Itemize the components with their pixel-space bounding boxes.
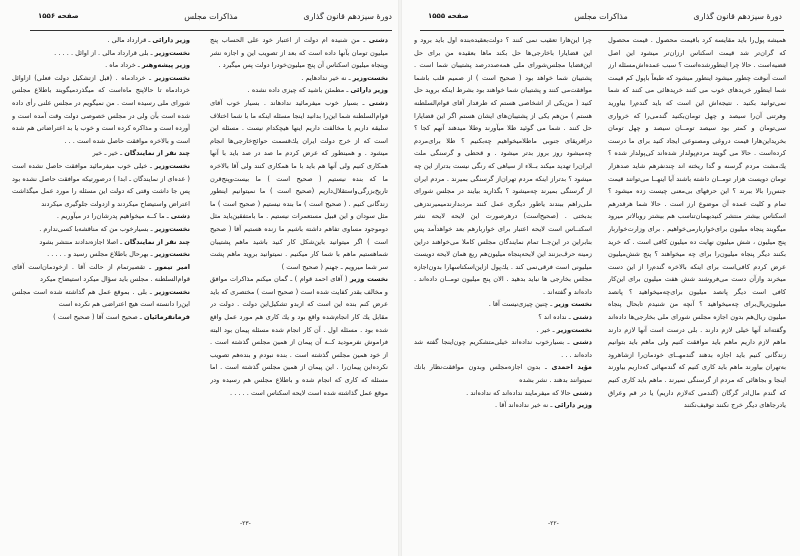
paragraph xyxy=(210,84,388,97)
speaker-name: وزیر دارائی xyxy=(152,36,190,44)
text-column-left xyxy=(12,34,190,496)
paragraph xyxy=(12,72,190,148)
speech-text: ـ ما کــه میخواهیم پدرشان‌را در میآوریم . xyxy=(56,212,171,221)
series-title: دورهٔ سیزدهم قانون گذاری xyxy=(693,12,782,21)
page-footer-number: -۲۳- xyxy=(240,520,251,527)
speech-text: ـ نه خیر ندادهایم . xyxy=(301,73,353,82)
page-header xyxy=(420,12,782,26)
paragraph xyxy=(210,34,388,72)
speech-text: ـ خیلی خوب میفرمائید موافقت حاصل نشده است ( عده‌ای از نمایندگان ـ ابدا ) درصورتیکه موافقت حاصل نشده بود پس جا داشت وقتی که دولت این مسئله را مورد عمل میگذاشت اعتراض واستیضاح میکردند و ازدولت جلوگیری میکردند xyxy=(12,161,190,208)
speaker-name: وزیر دارائی xyxy=(554,401,592,410)
paragraph xyxy=(12,160,190,210)
speaker-name: نخست وزیر xyxy=(349,275,388,284)
page-number: صفحه ۱۵۵۶ xyxy=(38,12,79,20)
speaker-name: نخست‌وزیر xyxy=(556,325,592,334)
paragraph xyxy=(414,336,592,361)
speaker-name: نخست‌وزیر xyxy=(154,73,190,82)
paragraph xyxy=(12,210,190,223)
speech-text: ـ بسیارخوب من که مناقشه‌با کسی‌ندارم . xyxy=(39,224,155,233)
speaker-name: وزیر دارائی xyxy=(350,86,388,95)
paragraph xyxy=(12,286,190,311)
paragraph xyxy=(12,311,190,324)
paragraph xyxy=(414,387,592,400)
header-rule xyxy=(420,30,784,31)
speech-text: ـ خیر ـ خیر xyxy=(92,149,125,158)
paragraph xyxy=(12,236,190,249)
speaker-name: نخست‌وزیر xyxy=(154,250,190,259)
speech-text: ـ خرداد ماه . xyxy=(105,61,142,70)
speaker-name: نخست‌وزیر xyxy=(154,161,190,170)
running-title: مذاکرات مجلس xyxy=(574,12,628,21)
speech-text: چرا این‌هارا تعقیب نمی کنند ؟ دولت‌بعقیده‌بنده اول باید برود و این قضایارا باخارجی‌ها حل بکند ماها بعقیده من برای حل این‌قضایا مجلس‌شورای ملی همه‌صددرصد پشتیبان شما است . پشتیبان شما خواهد بود ( صحیح است ) از صمیم قلب باشما موافقت‌می کنند و پشتیبان شما خواهند بود بشرط اینکه بروید حل کنید ( من‌یکی از اشخاصی هستم که طرفدار آقای قوام‌السلطنه هستم ) من‌هم یکی از پشتیبان‌های ایشان هستم اگر این قضایارا حل کنند . شما می گوئید طلا میآورند وطلا میدهند آنهم کجا ؟ درافریقای جنوبی ماطلامیخواهیم چه‌بکنیم ؟ طلا برای‌مردم چه‌میشود روز بروز بدتر میشود . و قحطی و گرسنگی ملت ایران‌را تهدید میکند بــلاء از سیاهی که رنگی نیست بدتراز این چه میشود ؟ بدتراز اینکه مردم تهران‌از گرسنگی بمیرند . مردم ایران از گرسنگی بمیرند چه‌میشود ؟ بگذارید بیایند در مجلس شورای ملی‌راهم ببندند یاطور دیگری عمل کنند مردبدارند‌میمیرند‌زهی بدبختی . (صحیح‌است) درهرصورت این لایحه لایحه نشر اسکنــاس است لایحه اعتبار برای خواربارهم بعد خواهدآمد پس بنابراین در این‌جــا تمام نمایندگان مجلس کاملا می‌خواهند دراین زمینه حرف‌بزنند این لایحه‌پنجاه میلیون‌هم ربع همان لایحه دویست میلیونی است فرقی‌نمی کند . یك‌پول از‌این‌اسکناسهارا بدون‌اجازه مجلس بخارجی ها نباید بدهید . الان پنج میلیون تومــان داده‌اند . داده‌اند و گفته‌اند . xyxy=(414,36,592,296)
paragraph xyxy=(414,324,592,337)
page-footer-number: -۲۲- xyxy=(548,520,559,527)
paragraph xyxy=(12,223,190,236)
speech-text: ـ اصلا اجازه‌ندادند منتشر بشود xyxy=(39,237,125,246)
speech-text: حالا که میفرمایند نداده‌اند که نداده‌اند . xyxy=(466,388,573,397)
speaker-name: نخست وزیر xyxy=(554,300,592,309)
speech-text: ـ تقصیرتمام از حالت آقا . ازخودمان‌است آقای قوام‌السلطنه . مجلس باید سؤال میکرد استیضاح میکرد xyxy=(12,262,190,284)
speech-text: ـ خیر . xyxy=(536,325,557,334)
paragraph xyxy=(414,298,592,311)
paragraph xyxy=(210,97,388,273)
speaker-name: چند نفر از نمایندگان xyxy=(124,237,190,246)
paragraph xyxy=(608,34,786,412)
speech-text: ـ خردادماه . (قبل ازتشکیل دولت فعلی) ازاوائل خردادماه تا حالاپنج ماه‌است که میگذرد‌میگویند باطلاع مجلس شورای ملی رسیده است . من نمیگویم در مجلس علنی رأی داده شده است بآن ولی در مجلس خصوصی دولت وقت آمده است و آورده است و مذاکره کرده است و خوب یا بد اعتراضاتی هم شده است و بالاخره موافقت حاصل شده است . . . xyxy=(12,73,190,145)
paragraph xyxy=(12,248,190,261)
page-header xyxy=(30,12,392,26)
speech-text: ـ قرارداد مالی . xyxy=(107,36,153,44)
speaker-name: نخست‌وزیر xyxy=(154,224,190,233)
speech-text: ـ صحیح است آقا ( صحیح است ) xyxy=(53,313,144,322)
speech-text: ـ چنین چیزی‌نیست آقا . xyxy=(488,300,555,309)
paragraph xyxy=(210,273,388,399)
speech-text: ـ بلی قرارداد مالی . از اوائل . . . . . xyxy=(54,48,155,57)
paragraph xyxy=(210,72,388,85)
speaker-name: نخست‌وزیر xyxy=(154,48,190,57)
running-title: مذاکرات مجلس xyxy=(184,12,238,21)
paragraph xyxy=(12,34,190,47)
page-number: صفحه ۱۵۵۵ xyxy=(428,12,469,20)
speech-text: ـ بسیارخوب نداده‌اند خیلی‌متشکریم چون‌اینجا گفته شد داده‌اند . . . xyxy=(414,338,592,359)
right-page xyxy=(400,0,800,556)
speech-text: ( آقای احمد قوام ) ـ گمان میکنم مذاکرات موافق و مخالف بقدر کفایت شده است ( صحیح است ) مختصری که باید عرض کنم بنده این است که ازبدو تشکیل‌این دولت . دولت در مقابل یك کار انجام‌شده واقع بود و یك کاری هم مورد عمل واقع شده بود . مسئله اول . آن کار انجام شده مسئله پیمان بود البته فراموش نفرمودید کــه آن پیمان از همین مجلس گذشته است . از خود همین مجلس گذشته است . بنده نبودم و بنده‌هم تصویب نکرده‌این پیمان‌را . این پیمان از همین مجلس گذشته است . اما مسئله که کاری که انجام شده و باطلاع مجلس هم رسیده ودر موقع عمل گذاشته شده است لایحه اسکناس است . . . . . xyxy=(210,275,388,397)
speaker-name: دشتی xyxy=(368,36,388,44)
paragraph xyxy=(12,59,190,72)
speaker-name: دشتی xyxy=(572,338,592,347)
speech-text: ـ نداده اند ؟ xyxy=(538,313,573,322)
text-column-right xyxy=(210,34,388,496)
speech-text: ـ بدون اجازه‌مجلس وبدون موافقت‌نظار بانك نمیتوانند بدهند . نشر بشده xyxy=(414,363,592,385)
speaker-name: دشتی xyxy=(572,388,592,397)
speaker-name: وزیر پیشه‌وهنر xyxy=(141,61,190,70)
speaker-name: فرمانفرمائیان xyxy=(143,313,190,322)
speaker-name: دشتی xyxy=(368,98,388,107)
paragraph xyxy=(12,261,190,286)
speech-text: ـ من شنیده ام دولت از اعتبار خود علی الحساب پنج میلیون تومان بآنها داده است که بعد از تصویب این و اجازه نشر وپنجاه میلیون اسکناس آن پنج میلیون‌خودرا دولت پس میگیرد . xyxy=(210,36,388,70)
speaker-name: نخست‌وزیر xyxy=(154,287,190,296)
text-column-left xyxy=(414,34,592,496)
paragraph xyxy=(414,311,592,324)
speech-text: ـ نه خیر نداده‌اند آقا . xyxy=(495,401,555,410)
speaker-name: مؤید احمدی xyxy=(551,363,592,372)
paragraph xyxy=(414,361,592,386)
paragraph xyxy=(414,34,592,298)
speaker-name: دشتی xyxy=(170,212,190,221)
series-title: دورهٔ سیزدهم قانون گذاری xyxy=(303,12,392,21)
paragraph xyxy=(12,147,190,160)
speaker-name: چند نفر از نمایندگان xyxy=(124,149,190,158)
speaker-name: دشتی xyxy=(572,313,592,322)
text-column-right xyxy=(608,34,786,496)
paragraph xyxy=(414,399,592,412)
paragraph xyxy=(12,47,190,60)
speech-text: ـ بهرحال باطلاع مجلس رسید و . . . . . xyxy=(47,250,155,259)
speech-text: ـ بلی . بموقع عمل هم گذاشته شده است مجلس این‌را دانسته است هیچ اعتراضی هم نکرده است xyxy=(12,287,190,309)
speech-text: همیشه پول‌را باید مقایسه کرد باقیمت محصول . قیمت محصول که گران‌تر شد قیمت اسکناس ارزان‌تر میشود این اصل قضیه‌است . حالا چرا اینطورشده‌است ؟ سبب عمده‌اش‌مسئله ارز است آنوقت چطور میشود اینطور میشود که طبعاً باپول کم قیمت شما اینطور خریدهای خوب می کنند خریدهائی می کنند که شما نمی‌توانید بکنید . نتیجه‌اش این است که باید گندم‌را بیاورید وهرتنی آن‌را سیصد و چهل تومان‌بکنید گندمی‌را که خرواری سی‌تومان و کمتر بود سیصد تومــان سیصد و چهل تومان بخرید‌این‌هارا قیمت دروغی ومصنوعی ایجاد کنید برای ما درست کرده‌است . حالا می گویند مردم‌پولدار شده‌اند کی‌پولدار شده ؟ یك‌مشت مردم گرسنه و گدا ریخته اند چندنفرهم شاید صدهزار تومان دویست هزار تومــان داشته باشند آیا اینهــا می‌توانند قیمت جنس‌را بالا ببرند ؟ این حرفهای بی‌معنی چیست زده میشود ؟ تمام و کلیت عمده آن موضوع ارز است . حالا شما هرقدرهم اسکناس بیشتر منتشر کنید‌بهمان‌تناسب هم بیشتر روبالاتر میرود میگویند پنجاه میلیون برای‌خواربارمی‌خواهیم . برای وزارت‌خواربار پنج میلیون ، شش میلیون نهایت ده میلیون کافی است . که خرید بکنند دیگر پنجاه میلیون‌را برای چه میخواهند ؟ پنج شش‌میلیون عرض کردم کافی‌است برای اینکه بالاخره گندم‌را از این دست میخرند واز‌آن دست می‌فروشند شش هفت میلیون برای این‌کار کافی است دیگر پانصد میلیون برای‌چه‌میخواهید ؟ پانصد میلیون‌ریال‌برای چه‌میخواهید ؟ آنچه من شنیدم تابحال پنجاه میلیون ریال‌هم بدون اجازه مجلس شورای ملی بخارجی‌ها داده‌اند وگفته‌اند آنها خیلی لازم دارند . بلی درست است آنها لازم دارند ماهم لازم داریم ماهم باید موافقت کنیم ولی ماهم باید بتوانیم زندگانی کنیم باید اجازه بدهند گندمهــای خودمان‌را ازشاهرود به‌تهران بیاورند ماهم باید کاری کنیم که گندمهائی که‌داریم بیاورند اینجا و بجاهائی که مردم از گرسنگی نمیرند . ماهم باید کاری کنیم که گندم مال‌ادر گرگان (گندمی که‌لازم داریم) یا در قم وعراق یادرجاهای دیگر خرج نکنند توقیف‌نکنند xyxy=(608,36,786,410)
speech-text: ـ بسیار خوب میفرمائید ندادهاند . بسیار خوب آقای قوام‌السلطنه شما این‌را بدانید اینجا مسئله اینکه ما با شما اختلاف سلیقه داریم یا مخالفت داریم اینها هیچکدام نیست . مسئله این است که از خرج دولت ایران یك‌قسمت حوائج‌خارجی‌ها انجام میشود . و همینطور که عرض کردم ما صد در صد باید با آنها همکاری کنیم ولی آنها هم باید با ما همکاری کنند ولی آقا بالاخره ما که بنده نیستیم ( صحیح است ) ما بیست‌وپنج‌قرن تاریخ‌بزرگی‌واستقلال‌داریم (صحیح است ) ما نمیتوانیم اینطور زندگانی کنیم . ( صحیح است ) ما بنده نیستیم ( صحیح است ) ما مثل سودان و این قبیل مستعمرات نیستیم . ما بامتفقین‌باید مثل دوموجود مساوی تفاهم داشته باشیم ما زنده هستیم آقا ( صحیح است ) اگر میتوانید باین‌شکل کار کنید باشید ماهم پشتیبان شماهستیم ماهم با شما کار میکنیم . نمیتوانید بروید ماهم پشت سر شما میرویم ـ جهنم ( صحیح است ) xyxy=(210,98,388,271)
speaker-name: امیر تیمور xyxy=(155,262,190,271)
speech-text: ـ مطمئن باشید که چیزی داده نشده . xyxy=(247,86,351,95)
speaker-name: نخست‌وزیر xyxy=(352,73,388,82)
header-rule xyxy=(30,30,392,31)
